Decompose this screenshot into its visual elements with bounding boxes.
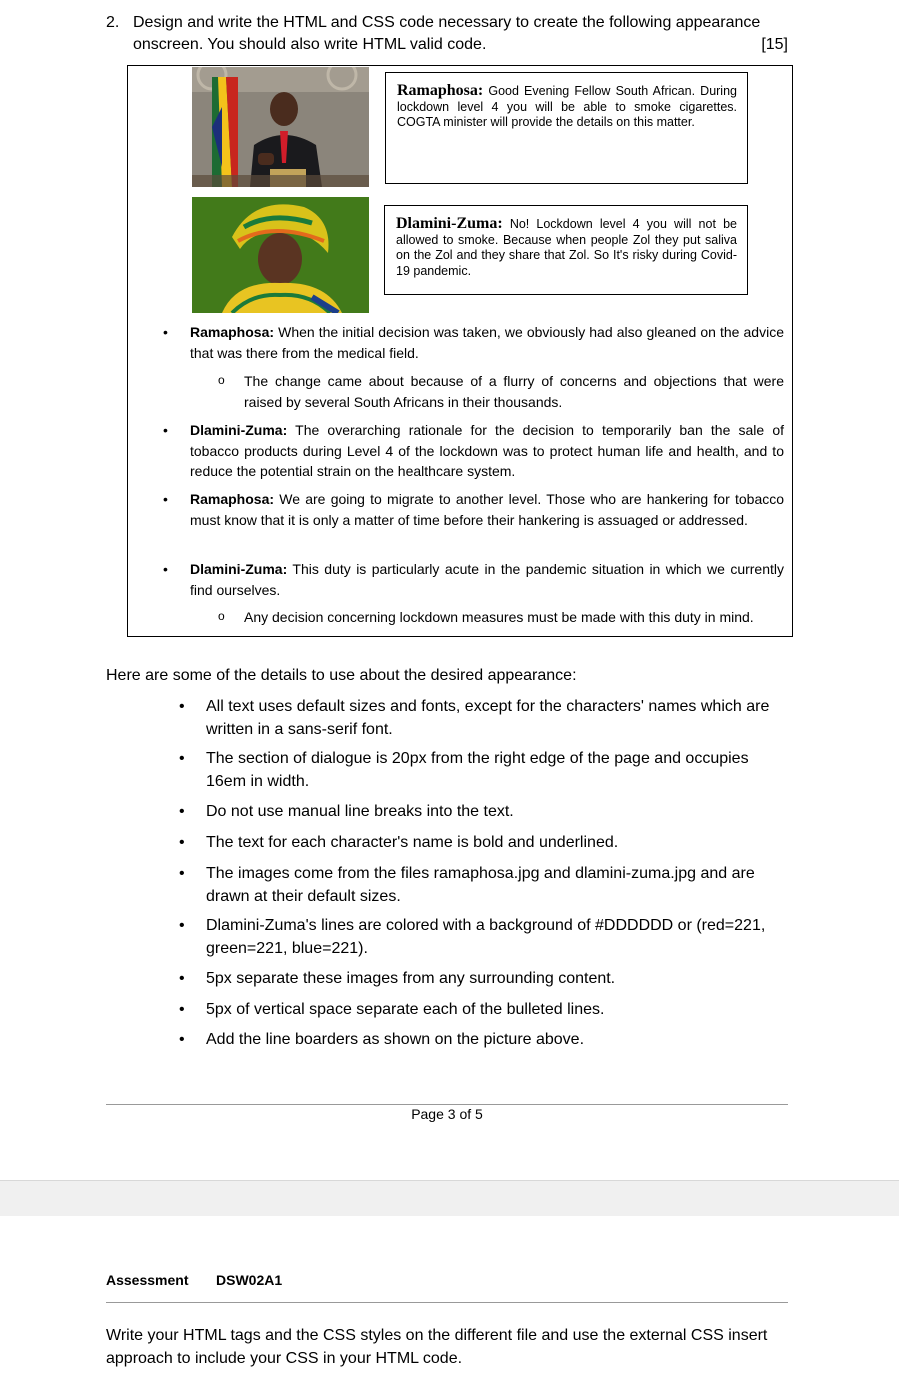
detail-item: • 5px of vertical space separate each of the bulleted lines. [179,1001,605,1018]
detail-item: • The text for each character's name is bold and underlined. [179,834,619,851]
detail-item: • 5px separate these images from any surrounding content. [179,970,616,987]
question-text: Design and write the HTML and CSS code necessary to create the following appearance onscreen. You should also write HTML valid code. [133,14,761,53]
sub-text: Any decision concerning lockdown measures must be made with this duty in mind. [244,609,754,625]
question-number: 2. [106,14,120,31]
header-code: DSW02A1 [216,1272,283,1288]
dialogue-line: Good Evening Fellow South African. During lockdown level 4 you will be able to smoke cigarettes. COGTA minister will provide the details on this matter. [397,84,737,129]
instruction-text: Write your HTML tags and the CSS styles on the different file and use the external CSS insert approach to include your CSS in your HTML code. [106,1327,768,1367]
list-item: • Dlamini-Zuma: The overarching rationale for the decision to temporarily ban the sale of tobacco products during Level 4 of the lockdown was to protect human life and health, and to reduce the potential strain on the healthcare system. [163,422,785,479]
example-figure [127,65,793,637]
list-item: • Dlamini-Zuma: This duty is particularly acute in the pandemic situation in which we currently find ourselves. [163,561,785,598]
document-page-4 [0,1216,899,1380]
speaker-name: Dlamini-Zuma: [190,422,288,438]
dialogue-line: No! Lockdown level 4 you will not be allowed to smoke. Because when people Zol they put saliva on the Zol and they share that Zol. So It's risky during Covid-19 pandemic. [396,217,737,278]
dlamini-zuma-photo [192,197,369,313]
speaker-text: This duty is particularly acute in the pandemic situation in which we currently find ourselves. [190,561,785,598]
detail-item: • The section of dialogue is 20px from the right edge of the page and occupies 16em in width. [179,750,749,790]
detail-item: • Add the line boarders as shown on the picture above. [179,1031,585,1048]
dlamini-zuma-dialogue-box [384,205,748,295]
ramaphosa-photo [192,67,369,187]
sub-list-item: o Any decision concerning lockdown measures must be made with this duty in mind. [218,609,754,625]
speaker-name: Dlamini-Zuma: [190,561,288,577]
ramaphosa-dialogue-box [385,72,748,184]
detail-item: • The images come from the files ramaphosa.jpg and dlamini-zuma.jpg and are drawn at their default sizes. [179,865,755,905]
character-name: Ramaphosa: [397,82,484,99]
header-label: Assessment [106,1272,189,1288]
sub-text: The change came about because of a flurry of concerns and objections that were raised by several South Africans in their thousands. [244,373,784,410]
speaker-name: Ramaphosa: [190,324,275,340]
speaker-text: The overarching rationale for the decision to temporarily ban the sale of tobacco products during Level 4 of the lockdown was to protect human life and health, and to reduce the potential strain on the healthcare system. [190,422,785,479]
detail-item: • All text uses default sizes and fonts, except for the characters' names which are written in a sans-serif font. [179,698,770,738]
detail-item: • Dlamini-Zuma's lines are colored with a background of #DDDDDD or (red=221, green=221, blue=221). [179,917,766,957]
sub-list-item: o The change came about because of a flurry of concerns and objections that were raised by several South Africans in their thousands. [218,373,784,410]
speaker-name: Ramaphosa: [190,491,275,507]
detail-item: • Do not use manual line breaks into the text. [179,803,514,820]
list-item: • Ramaphosa: We are going to migrate to another level. Those who are hankering for tobacco must know that it is only a matter of time before their hankering is assuaged or addressed. [163,491,785,528]
details-intro: Here are some of the details to use about the desired appearance: [106,667,577,684]
question-marks: [15] [761,36,788,53]
speaker-text: We are going to migrate to another level. Those who are hankering for tobacco must know that it is only a matter of time before their hankering is assuaged or addressed. [190,491,785,528]
header-rule [106,1302,788,1303]
list-item: • Ramaphosa: When the initial decision was taken, we obviously had also gleaned on the advice that was there from the medical field. [163,324,784,361]
footer-rule [106,1104,788,1105]
character-name: Dlamini-Zuma: [396,215,503,232]
page-gap [0,1180,899,1217]
speaker-text: When the initial decision was taken, we obviously had also gleaned on the advice that was there from the medical field. [190,324,784,361]
page-number: Page 3 of 5 [411,1106,483,1122]
